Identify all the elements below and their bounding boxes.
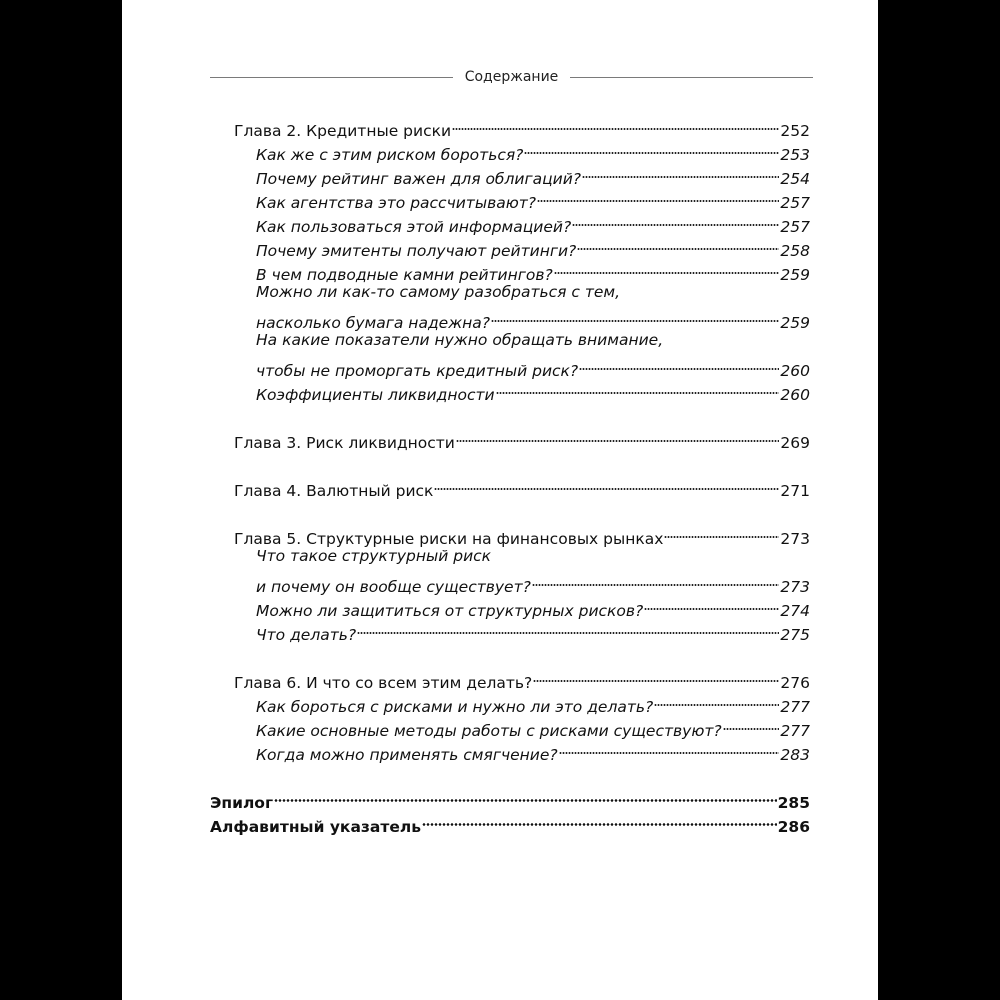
dot-leader [723,712,780,736]
toc-entry-section [256,376,810,404]
dot-leader [644,592,779,616]
toc-entry-title: Алфавитный указатель [210,818,422,836]
header-rule-left [210,77,453,78]
toc-entry-chapter [234,520,810,548]
toc-entry-page-number: 257 [780,194,810,212]
toc-entry-title: Как же с этим риском бороться? [256,146,524,164]
toc-entry-section [256,160,810,188]
toc-entry-main [210,784,810,812]
toc-entry-title: Можно ли защититься от структурных рисков? [256,602,644,620]
header-rule-right [570,77,813,78]
dot-leader [582,160,779,184]
dot-leader [579,352,779,376]
dot-leader [532,568,780,592]
toc-entry-section [256,328,810,352]
toc-entry-section [256,136,810,164]
dot-leader [533,664,779,688]
dot-leader [524,136,779,160]
toc-entry-section [256,688,810,716]
toc-entry-title: Какие основные методы работы с рисками существуют? [256,722,722,740]
dot-leader [434,472,779,496]
toc-entry-title: Глава 6. И что со всем этим делать? [234,674,533,692]
dot-leader [554,256,780,280]
toc-entry-title: На какие показатели нужно обращать внимание, [256,331,664,349]
toc-entry-page-number: 257 [780,218,810,236]
dot-leader [456,424,780,448]
toc-entry-page-number: 277 [780,722,810,740]
toc-entry-chapter [234,664,810,692]
toc-entry-section [256,568,810,596]
book-page [122,0,878,1000]
toc-entry-title: Коэффициенты ликвидности [256,386,495,404]
toc-entry-page-number: 285 [777,794,810,812]
toc-entry-page-number: 253 [780,146,810,164]
dot-leader [664,520,779,544]
toc-entry-section [256,736,810,764]
toc-entry-page-number: 273 [780,530,810,548]
toc-entry-page-number: 277 [780,698,810,716]
toc-entry-title: Глава 4. Валютный риск [234,482,434,500]
toc-entry-page-number: 286 [777,818,810,836]
toc-entry-page-number: 260 [780,386,810,404]
toc-entry-page-number: 276 [780,674,810,692]
toc-entry-chapter [234,472,810,500]
toc-entry-page-number: 269 [780,434,810,452]
toc-entry-section [256,256,810,284]
toc-entry-title: Глава 2. Кредитные риски [234,122,452,140]
toc-entry-page-number: 275 [780,626,810,644]
toc-entry-section [256,304,810,332]
toc-entry-page-number: 260 [780,362,810,380]
toc-entry-section [256,712,810,740]
toc-entry-section [256,208,810,236]
toc-entry-page-number: 274 [780,602,810,620]
toc-entry-title: Можно ли как-то самому разобраться с тем, [256,283,621,301]
dot-leader [572,208,779,232]
dot-leader [496,376,780,400]
running-header [210,66,813,88]
toc-entry-page-number: 254 [780,170,810,188]
toc-entry-page-number: 252 [780,122,810,140]
toc-entry-page-number: 259 [780,266,810,284]
dot-leader [654,688,779,712]
toc-entry-section [256,280,810,304]
toc-entry-page-number: 273 [780,578,810,596]
toc-entry-section [256,232,810,260]
toc-entry-title: Как пользоваться этой информацией? [256,218,572,236]
toc-entry-section [256,544,810,568]
toc-entry-section [256,616,810,644]
toc-entry-main [210,808,810,836]
dot-leader [491,304,779,328]
dot-leader [422,808,777,832]
toc-entry-title: Что такое структурный риск [256,547,492,565]
toc-entry-title: В чем подводные камни рейтингов? [256,266,553,284]
toc-entry-page-number: 259 [780,314,810,332]
toc-entry-chapter [234,112,810,140]
toc-entry-title: Глава 5. Структурные риски на финансовых рынках [234,530,664,548]
toc-entry-title: Что делать? [256,626,357,644]
toc-entry-title: Почему рейтинг важен для облигаций? [256,170,582,188]
dot-leader [357,616,779,640]
toc-entry-page-number: 271 [780,482,810,500]
toc-entry-title: и почему он вообще существует? [256,578,531,596]
dot-leader [577,232,779,256]
toc-entry-section [256,352,810,380]
dot-leader [274,784,777,808]
toc-entry-title: Эпилог [210,794,274,812]
toc-entry-title: чтобы не проморгать кредитный риск? [256,362,579,380]
toc-entry-title: насколько бумага надежна? [256,314,491,332]
toc-entry-title: Глава 3. Риск ликвидности [234,434,455,452]
toc-entry-section [256,184,810,212]
toc-entry-title: Когда можно применять смягчение? [256,746,558,764]
toc-entry-section [256,592,810,620]
dot-leader [559,736,780,760]
dot-leader [537,184,779,208]
toc-entry-title: Почему эмитенты получают рейтинги? [256,242,577,260]
header-title: Содержание [464,69,559,85]
toc-entry-title: Как агентства это рассчитывают? [256,194,537,212]
toc-entry-page-number: 258 [780,242,810,260]
toc-entry-page-number: 283 [780,746,810,764]
toc-entry-title: Как бороться с рисками и нужно ли это делать? [256,698,654,716]
dot-leader [452,112,779,136]
toc-entry-chapter [234,424,810,452]
